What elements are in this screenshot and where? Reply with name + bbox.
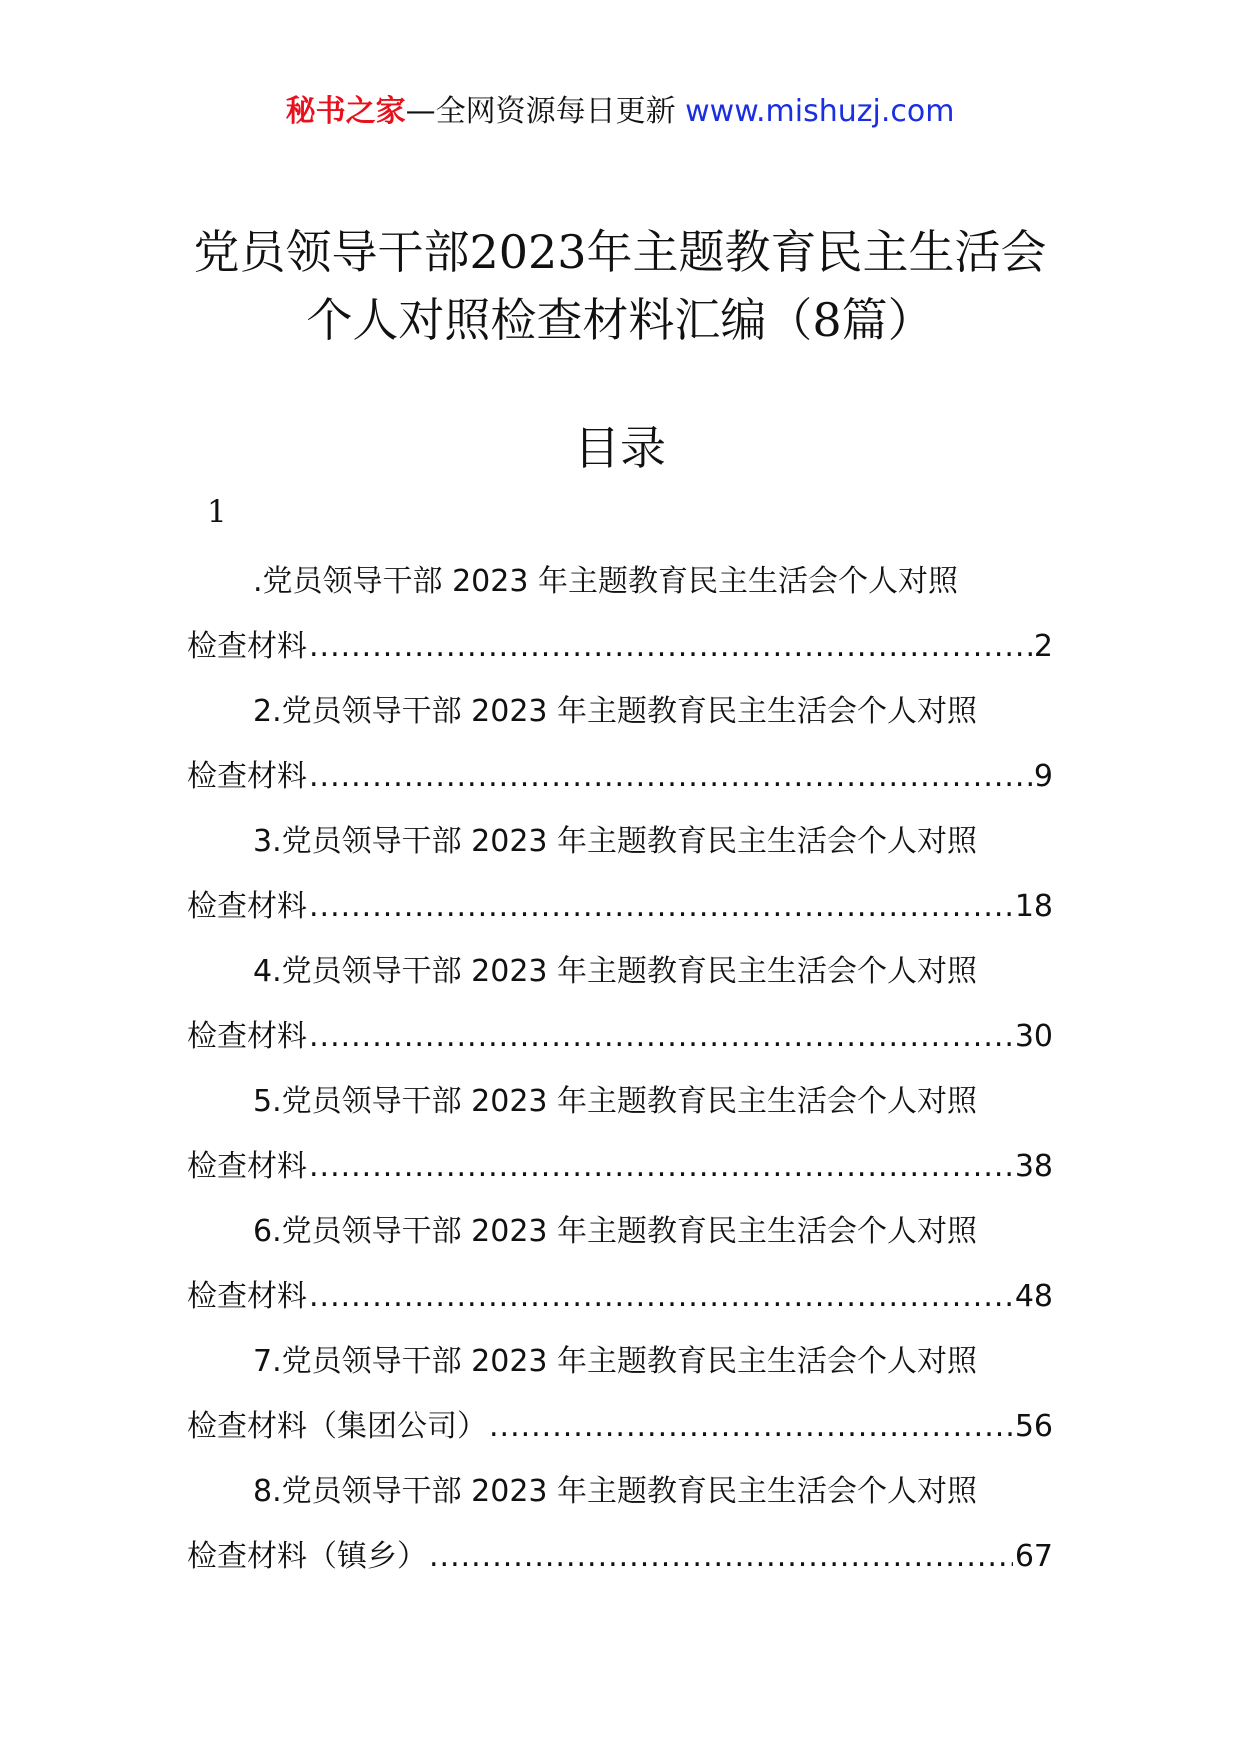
site-name: 秘书之家 [285, 94, 406, 129]
toc-page-number: 30 [1014, 1019, 1053, 1054]
toc-entry-2[interactable] [187, 687, 1053, 817]
toc-entry-title-cont: 检查材料 [187, 889, 307, 924]
toc-entry-8[interactable] [187, 1467, 1053, 1597]
toc-entry-title-cont: 检查材料（集团公司） [187, 1409, 487, 1444]
table-of-contents [187, 557, 1053, 1597]
toc-entry-title-cont: 检查材料 [187, 1149, 307, 1184]
toc-page-number: 2 [1033, 629, 1053, 664]
toc-leader-dots [309, 752, 1032, 802]
toc-leader-dots [309, 622, 1032, 672]
toc-entry-title: 6.党员领导干部 2023 年主题教育民主生活会个人对照 [253, 1214, 978, 1249]
toc-entry-3[interactable] [187, 817, 1053, 947]
toc-leader-dots [309, 882, 1013, 932]
document-title-line-2: 个人对照检查材料汇编（8篇） [306, 293, 934, 347]
toc-entry-title: 8.党员领导干部 2023 年主题教育民主生活会个人对照 [253, 1474, 978, 1509]
toc-entry-title-cont: 检查材料（镇乡） [187, 1539, 427, 1574]
toc-page-number: 18 [1014, 889, 1053, 924]
toc-page-number: 38 [1014, 1149, 1053, 1184]
toc-entry-7[interactable] [187, 1337, 1053, 1467]
toc-heading: 目录 [574, 421, 666, 475]
toc-entry-title: .党员领导干部 2023 年主题教育民主生活会个人对照 [253, 564, 958, 599]
toc-entry-title: 3.党员领导干部 2023 年主题教育民主生活会个人对照 [253, 824, 978, 859]
site-banner [0, 92, 1240, 132]
toc-entry-title: 4.党员领导干部 2023 年主题教育民主生活会个人对照 [253, 954, 978, 989]
toc-leader-dots [309, 1012, 1013, 1062]
toc-page-number: 56 [1014, 1409, 1053, 1444]
toc-entry-5[interactable] [187, 1077, 1053, 1207]
toc-leader-dots [429, 1532, 1013, 1582]
toc-stray-number: 1 [207, 494, 227, 530]
toc-page-number: 67 [1014, 1539, 1053, 1574]
site-tagline: —全网资源每日更新 [405, 94, 686, 129]
toc-leader-dots [489, 1402, 1013, 1452]
toc-leader-dots [309, 1142, 1013, 1192]
document-title-line-1: 党员领导干部2023年主题教育民主生活会 [193, 225, 1047, 279]
toc-entry-title: 5.党员领导干部 2023 年主题教育民主生活会个人对照 [253, 1084, 978, 1119]
toc-entry-title-cont: 检查材料 [187, 629, 307, 664]
toc-entry-1[interactable] [187, 557, 1053, 687]
toc-entry-title: 2.党员领导干部 2023 年主题教育民主生活会个人对照 [253, 694, 978, 729]
toc-page-number: 9 [1033, 759, 1053, 794]
toc-entry-title-cont: 检查材料 [187, 1019, 307, 1054]
toc-leader-dots [309, 1272, 1013, 1322]
toc-entry-title-cont: 检查材料 [187, 759, 307, 794]
toc-entry-4[interactable] [187, 947, 1053, 1077]
toc-entry-title-cont: 检查材料 [187, 1279, 307, 1314]
site-url-link[interactable]: www.mishuzj.com [685, 94, 955, 129]
toc-entry-title: 7.党员领导干部 2023 年主题教育民主生活会个人对照 [253, 1344, 978, 1379]
toc-page-number: 48 [1014, 1279, 1053, 1314]
toc-entry-6[interactable] [187, 1207, 1053, 1337]
